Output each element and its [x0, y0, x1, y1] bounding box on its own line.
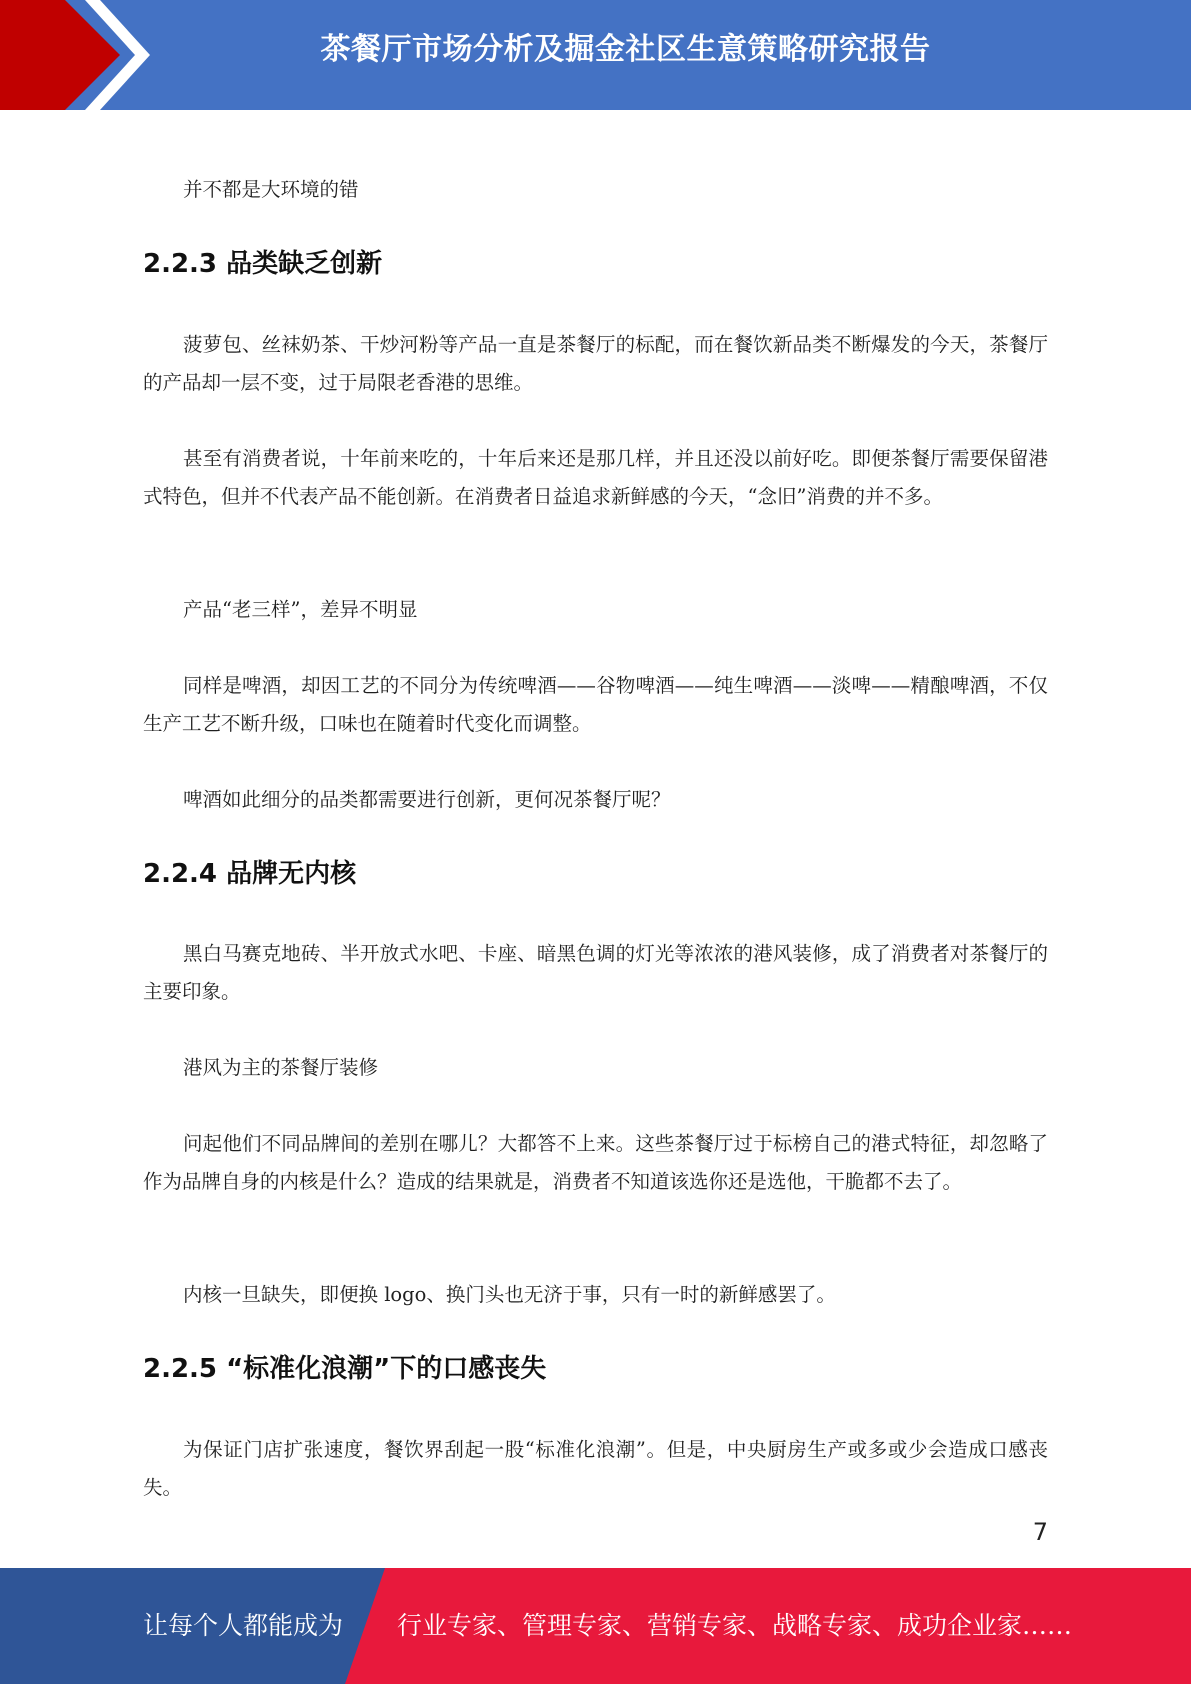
paragraph: 甚至有消费者说，十年前来吃的，十年后来还是那几样，并且还没以前好吃。即便茶餐厅需要保留港式特色，但并不代表产品不能创新。在消费者日益追求新鲜感的今天，“念旧”消费的并不多。: [143, 447, 1048, 508]
section-heading-2-2-5: 2.2.5 “标准化浪潮”下的口感丧失: [143, 1354, 547, 1384]
footer-slogan-left: 让每个人都能成为: [143, 1611, 344, 1640]
section-heading-2-2-4: 2.2.4 品牌无内核: [143, 859, 357, 889]
page-number: 7: [1032, 1518, 1048, 1546]
paragraph: 啤酒如此细分的品类都需要进行创新，更何况茶餐厅呢？: [183, 788, 671, 811]
header-arrow-decoration: [0, 0, 160, 110]
paragraph: 黑白马赛克地砖、半开放式水吧、卡座、暗黑色调的灯光等浓浓的港风装修，成了消费者对茶餐厅的主要印象。: [143, 942, 1048, 1003]
section-heading-2-2-3: 2.2.3 品类缺乏创新: [143, 249, 383, 279]
footer-slogan-right: 行业专家、管理专家、营销专家、战略专家、成功企业家……: [397, 1611, 1073, 1640]
paragraph: 港风为主的茶餐厅装修: [183, 1056, 379, 1079]
paragraph: 并不都是大环境的错: [183, 178, 359, 201]
paragraph: 产品“老三样”，差异不明显: [183, 598, 418, 621]
paragraph: 菠萝包、丝袜奶茶、干炒河粉等产品一直是茶餐厅的标配，而在餐饮新品类不断爆发的今天，茶餐厅的产品却一层不变，过于局限老香港的思维。: [143, 333, 1048, 394]
paragraph: 为保证门店扩张速度，餐饮界刮起一股“标准化浪潮”。但是，中央厨房生产或多或少会造成口感丧失。: [143, 1438, 1048, 1499]
page-header: [0, 0, 1191, 110]
paragraph: 问起他们不同品牌间的差别在哪儿？大都答不上来。这些茶餐厅过于标榜自己的港式特征，却忽略了作为品牌自身的内核是什么？造成的结果就是，消费者不知道该选你还是选他，干脆都不去了。: [143, 1132, 1048, 1193]
paragraph: 同样是啤酒，却因工艺的不同分为传统啤酒——谷物啤酒——纯生啤酒——淡啤——精酿啤酒，不仅生产工艺不断升级，口味也在随着时代变化而调整。: [143, 674, 1048, 735]
page-footer: [0, 1568, 1191, 1684]
report-title: 茶餐厅市场分析及掘金社区生意策略研究报告: [320, 32, 931, 67]
paragraph: 内核一旦缺失，即便换 logo、换门头也无济于事，只有一时的新鲜感罢了。: [183, 1283, 836, 1306]
